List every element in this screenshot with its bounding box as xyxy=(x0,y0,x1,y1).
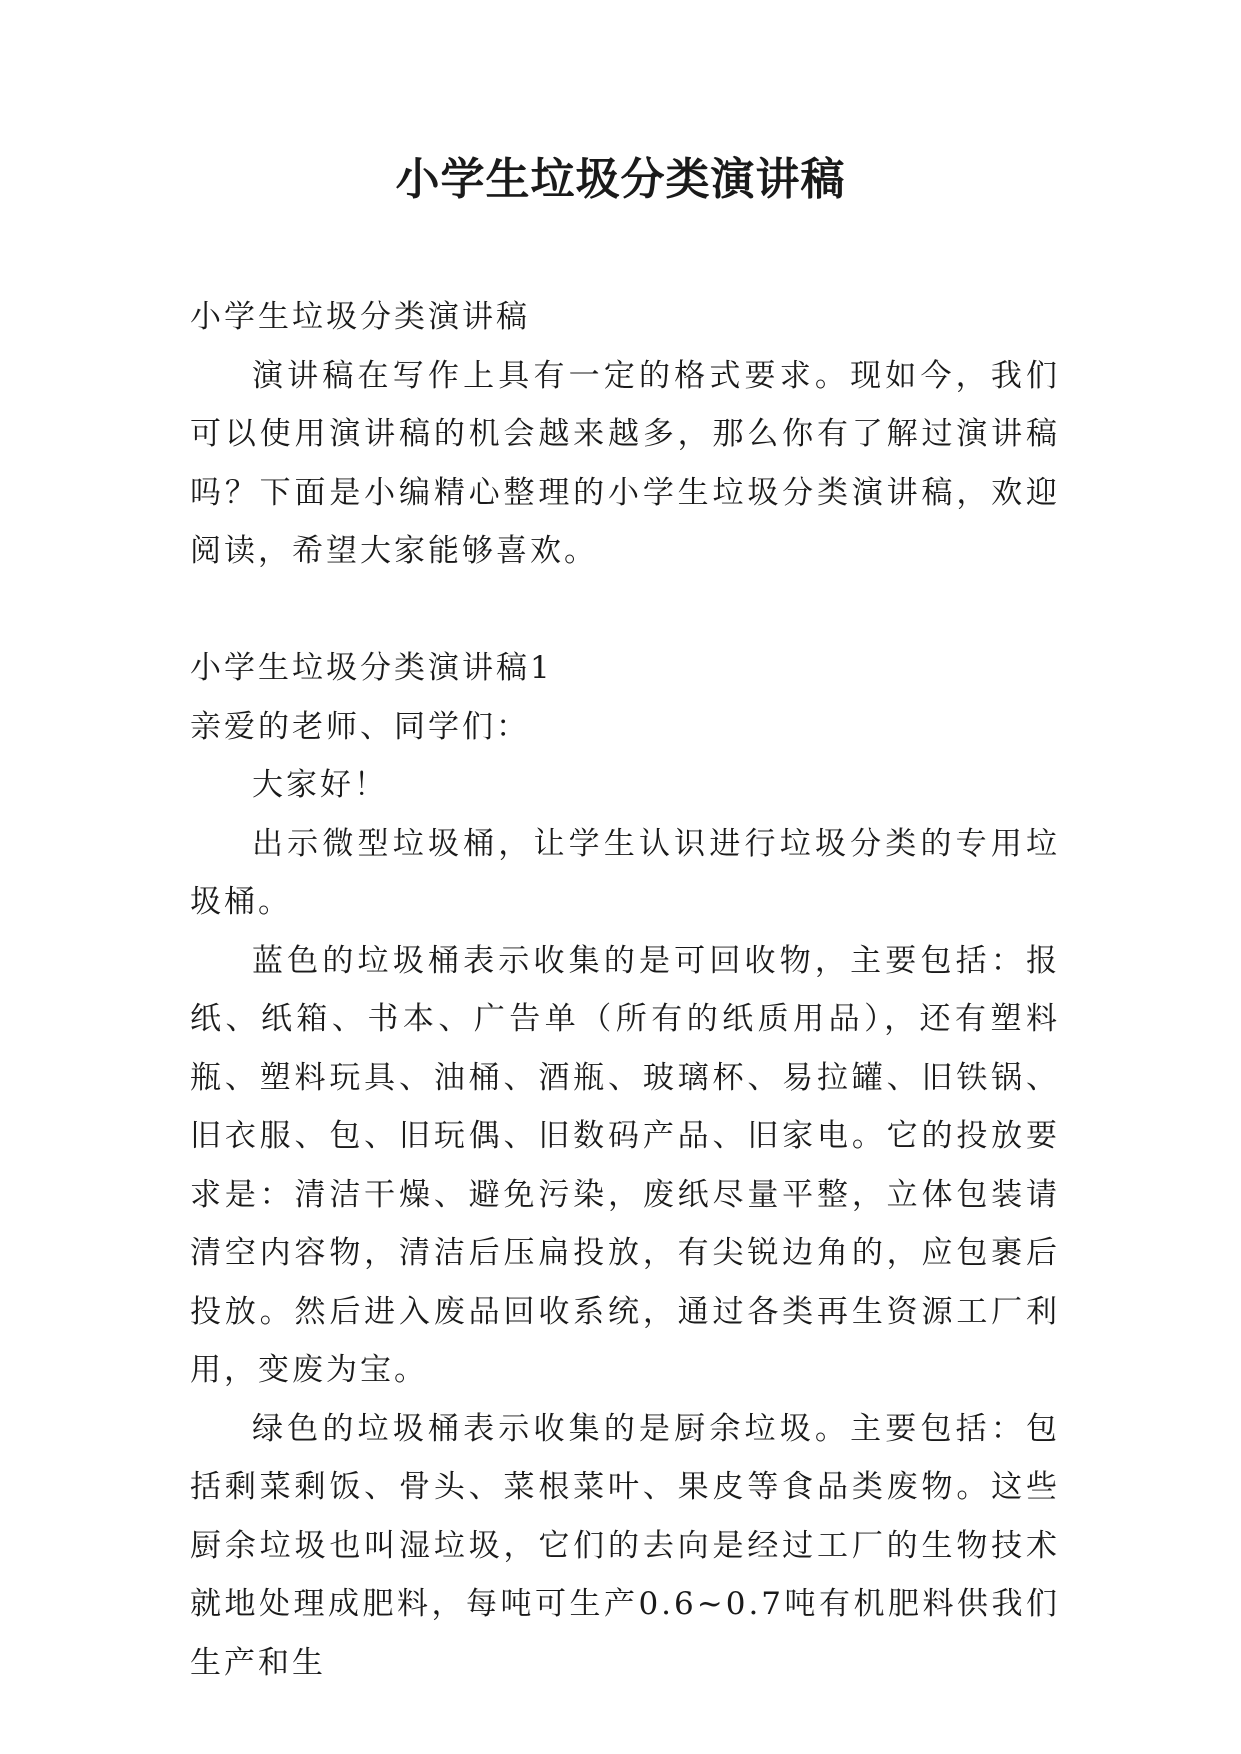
salutation: 亲爱的老师、同学们： xyxy=(190,708,530,745)
paragraph-blue-bin: 蓝色的垃圾桶表示收集的是可回收物，主要包括：报纸、纸箱、书本、广告单（所有的纸质用品），还有塑料瓶、塑料玩具、油桶、酒瓶、玻璃杯、易拉罐、旧铁锅、旧衣服、包、旧玩偶、旧数码产品、旧家电。它的投放要求是：清洁干燥、避免污染，废纸尽量平整，立体包装请清空内容物，清洁后压扁投放，有尖锐边角的，应包裹后投放。然后进入废品回收系统，通过各类再生资源工厂利用，变废为宝。 xyxy=(190,942,1060,1388)
paragraph-green-bin: 绿色的垃圾桶表示收集的是厨余垃圾。主要包括：包括剩菜剩饭、骨头、菜根菜叶、果皮等食品类废物。这些厨余垃圾也叫湿垃圾，它们的去向是经过工厂的生物技术就地处理成肥料，每吨可生产0.6~0.7吨有机肥料供我们生产和生 xyxy=(190,1410,1060,1681)
intro-paragraph: 演讲稿在写作上具有一定的格式要求。现如今，我们可以使用演讲稿的机会越来越多，那么你有了解过演讲稿吗？下面是小编精心整理的小学生垃圾分类演讲稿，欢迎阅读，希望大家能够喜欢。 xyxy=(190,357,1060,569)
document-title: 小学生垃圾分类演讲稿 xyxy=(395,154,846,205)
section-spacer xyxy=(190,581,1060,640)
paragraph-bins-intro: 出示微型垃圾桶，让学生认识进行垃圾分类的专用垃圾桶。 xyxy=(190,825,1060,920)
section-heading: 小学生垃圾分类演讲稿1 xyxy=(190,650,553,686)
document-body xyxy=(190,288,1060,1692)
greeting: 大家好！ xyxy=(252,767,388,803)
intro-heading: 小学生垃圾分类演讲稿 xyxy=(190,299,530,335)
